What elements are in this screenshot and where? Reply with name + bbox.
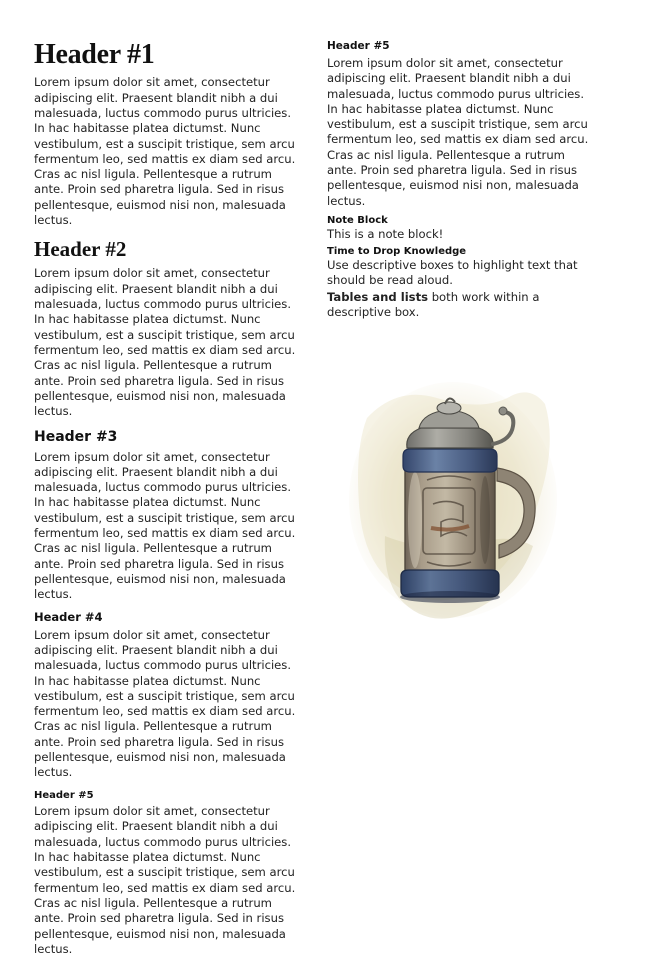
body-paragraph: Lorem ipsum dolor sit amet, consectetur adipiscing elit. Praesent blandit nibh a dui malesuada, luctus commodo purus ultricies. In hac habitasse platea dictumst. Nunc vestibulum, est a suscipit tristique, sem arcu fermentum leo, sed mattis ex diam sed arcu. Cras ac nisl ligula. Pellentesque a rutrum ante. Proin sed pharetra ligula. Sed in risus pellentesque, euismod nisi non, malesuada lectus. bbox=[34, 449, 296, 602]
section-header-2 bbox=[34, 238, 299, 419]
descriptive-box-trailing-text: both work within a descriptive box. bbox=[327, 290, 540, 320]
note-block bbox=[327, 215, 592, 242]
page-title: Header #1 bbox=[34, 39, 155, 70]
heading-level-3: Header #3 bbox=[34, 429, 118, 446]
section-header-3 bbox=[34, 429, 299, 602]
section-header-5 bbox=[34, 790, 299, 957]
heading-level-5: Header #5 bbox=[34, 789, 94, 801]
section-header-4 bbox=[34, 611, 299, 780]
heading-level-4: Header #4 bbox=[34, 610, 103, 625]
right-column bbox=[327, 40, 592, 648]
descriptive-box-subheading: Time to Drop Knowledge bbox=[327, 246, 467, 258]
body-paragraph: Lorem ipsum dolor sit amet, consectetur adipiscing elit. Praesent blandit nibh a dui malesuada, luctus commodo purus ultricies. In hac habitasse platea dictumst. Nunc vestibulum, est a suscipit tristique, sem arcu fermentum leo, sed mattis ex diam sed arcu. Cras ac nisl ligula. Pellentesque a rutrum ante. Proin sed pharetra ligula. Sed in risus pellentesque, euismod nisi non, malesuada lectus. bbox=[34, 804, 296, 956]
descriptive-box-bold-lead: Tables and lists bbox=[327, 290, 429, 305]
left-column bbox=[34, 40, 299, 959]
two-column-layout bbox=[34, 40, 618, 959]
body-paragraph: Lorem ipsum dolor sit amet, consectetur adipiscing elit. Praesent blandit nibh a dui malesuada, luctus commodo purus ultricies. In hac habitasse platea dictumst. Nunc vestibulum, est a suscipit tristique, sem arcu fermentum leo, sed mattis ex diam sed arcu. Cras ac nisl ligula. Pellentesque a rutrum ante. Proin sed pharetra ligula. Sed in risus pellentesque, euismod nisi non, malesuada lectus. bbox=[327, 56, 589, 208]
descriptive-box bbox=[327, 246, 592, 320]
note-block-text: This is a note block! bbox=[327, 226, 444, 241]
beer-stein-illustration bbox=[327, 348, 592, 648]
heading-level-5: Header #5 bbox=[327, 40, 390, 52]
body-paragraph: Lorem ipsum dolor sit amet, consectetur adipiscing elit. Praesent blandit nibh a dui malesuada, luctus commodo purus ultricies. In hac habitasse platea dictumst. Nunc vestibulum, est a suscipit tristique, sem arcu fermentum leo, sed mattis ex diam sed arcu. Cras ac nisl ligula. Pellentesque a rutrum ante. Proin sed pharetra ligula. Sed in risus pellentesque, euismod nisi non, malesuada lectus. bbox=[34, 266, 296, 419]
body-paragraph: Lorem ipsum dolor sit amet, consectetur adipiscing elit. Praesent blandit nibh a dui malesuada, luctus commodo purus ultricies. In hac habitasse platea dictumst. Nunc vestibulum, est a suscipit tristique, sem arcu fermentum leo, sed mattis ex diam sed arcu. Cras ac nisl ligula. Pellentesque a rutrum ante. Proin sed pharetra ligula. Sed in risus pellentesque, euismod nisi non, malesuada lectus. bbox=[34, 627, 296, 780]
descriptive-box-trailing bbox=[327, 290, 592, 320]
section-header-1 bbox=[34, 40, 299, 228]
heading-level-2: Header #2 bbox=[34, 237, 127, 262]
note-block-title: Note Block bbox=[327, 214, 388, 226]
descriptive-box-text: Use descriptive boxes to highlight text that should be read aloud. bbox=[327, 258, 578, 288]
body-paragraph: Lorem ipsum dolor sit amet, consectetur adipiscing elit. Praesent blandit nibh a dui malesuada, luctus commodo purus ultricies. In hac habitasse platea dictumst. Nunc vestibulum, est a suscipit tristique, sem arcu fermentum leo, sed mattis ex diam sed arcu. Cras ac nisl ligula. Pellentesque a rutrum ante. Proin sed pharetra ligula. Sed in risus pellentesque, euismod nisi non, malesuada lectus. bbox=[34, 75, 296, 228]
